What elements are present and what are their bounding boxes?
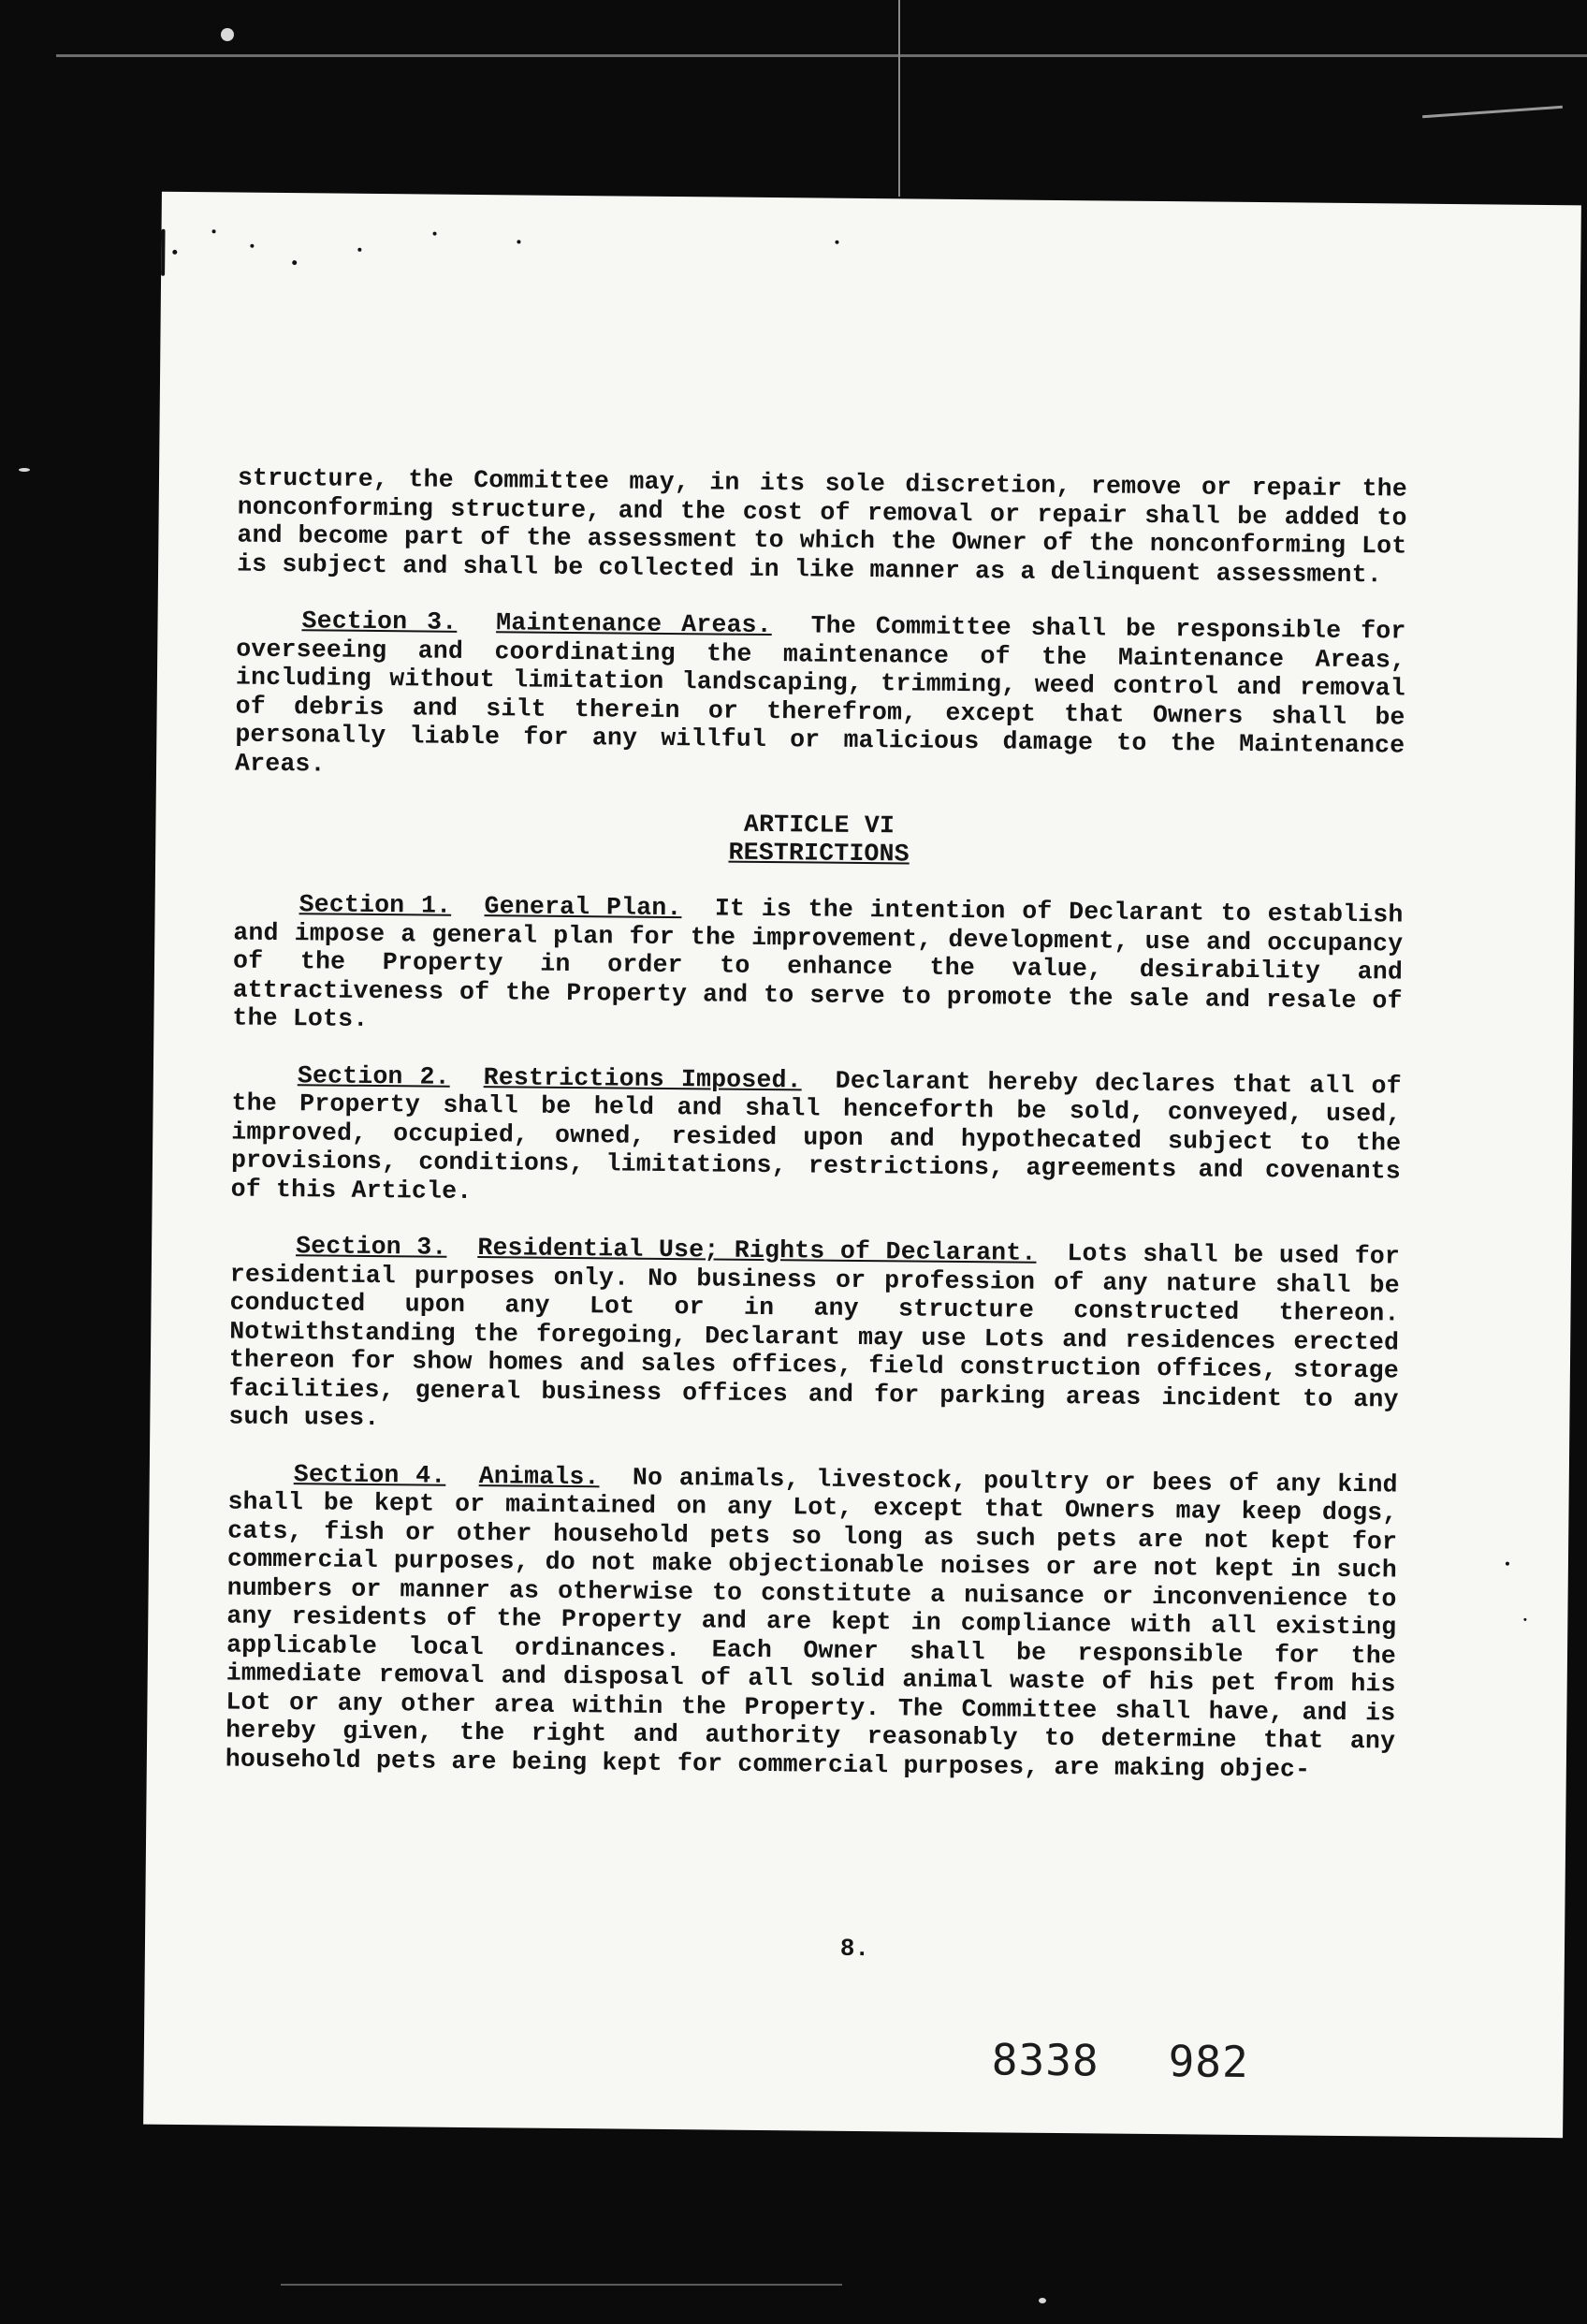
section-animals <box>226 1459 1398 1784</box>
scan-scratch <box>56 54 1587 57</box>
section-body: Lots shall be used for residential purposes only. No business or profession of any nature shall be conducted upon any Lot or in any structure constructed thereon. Notwithstanding the foregoing, Declarant may use Lots and residences erected thereon for show homes and sales offices, field construction offices, storage facilities, general business offices and for parking areas incident to any such uses. <box>228 1239 1401 1433</box>
page-speck <box>250 244 254 248</box>
scan-scratch <box>1422 106 1563 118</box>
scan-speck <box>1039 2298 1046 2303</box>
section-number: Section 3. <box>295 1232 447 1262</box>
scan-scratch <box>898 0 900 197</box>
intro-paragraph: structure, the Committee may, in its sole discretion, remove or repair the nonconforming structure, and the cost of removal or repair shall be added to and become part of the assessment to which the Owner of the nonconforming Lot is subject and shall be collected in like manner as a delinquent assessment. <box>236 463 1408 589</box>
scan-scratch <box>281 2284 842 2286</box>
section-heading: Restrictions Imposed. <box>483 1062 802 1094</box>
page-speck <box>1506 1562 1509 1566</box>
section-heading: General Plan. <box>484 892 682 923</box>
page-number: 8. <box>839 1934 870 1964</box>
page-speck <box>161 229 165 276</box>
section-body: It is the intention of Declarant to establish and impose a general plan for the improvement, development, use and occupancy of the Property in order to enhance the value, desirability and attractiveness of the Property and to serve to promote the sale and resale of the Lots. <box>232 894 1404 1033</box>
section-number: Section 2. <box>297 1060 450 1091</box>
page-speck <box>357 248 361 252</box>
section-residential-use <box>228 1232 1400 1442</box>
document-body <box>226 464 1407 1785</box>
scan-speck <box>19 468 30 472</box>
recording-stamp <box>992 2034 1249 2087</box>
section-body: No animals, livestock, poultry or bees of any kind shall be kept or maintained on any Lot, except that Owners may keep dogs, cats, fish or other household pets so long as such pets are not kept for commercial purposes, do not make objectionable noises or are not kept in such numbers or manner as otherwise to constitute a nuisance or inconvenience to any residents of the Property and are kept in compliance with all existing applicable local ordinances. Each Owner shall be responsible for the immediate removal and disposal of all solid animal waste of his pet from his Lot or any other area within the Property. The Committee shall have, and is hereby given, the right and authority reasonably to determine that any household pets are being kept for commercial purposes, are making objec- <box>225 1463 1398 1784</box>
page-speck <box>1523 1618 1526 1621</box>
section-heading: Residential Use; Rights of Declarant. <box>477 1234 1037 1267</box>
stamp-page-number: 982 <box>1168 2036 1249 2088</box>
page-speck <box>212 229 216 233</box>
page-speck <box>172 250 177 255</box>
section-number: Section 1. <box>298 890 452 920</box>
section-number: Section 3. <box>301 607 458 636</box>
section-general-plan <box>232 890 1403 1044</box>
page-speck <box>517 240 520 243</box>
section-body: Declarant hereby declares that all of the Property shall be held and shall henceforth be sold, conveyed, used, improved, occupied, owned, resided upon and hypothecated subject to the provisions, conditions, limitations, restrictions, agreements and covenants of this Article. <box>230 1066 1402 1206</box>
page-speck <box>835 241 838 244</box>
article-title: RESTRICTIONS <box>728 838 910 869</box>
section-number: Section 4. <box>293 1459 446 1490</box>
section-restrictions-imposed <box>231 1060 1402 1214</box>
section-body: The Committee shall be responsible for overseeing and coordinating the maintenance of the Maintenance Areas, including without limitation landscaping, trimming, weed control and removal of debris and silt therein or therefrom, except that Owners shall be personally liable for any willful or malicious damage to the Maintenance Areas. <box>234 611 1406 778</box>
article-heading <box>234 806 1405 873</box>
scan-speck <box>221 28 234 41</box>
section-maintenance-areas <box>235 607 1406 789</box>
page-speck <box>433 232 437 236</box>
section-heading: Animals. <box>478 1461 600 1491</box>
document-page <box>143 192 1581 2138</box>
page-speck <box>292 260 297 265</box>
article-label: ARTICLE VI <box>743 810 895 840</box>
stamp-book-number: 8338 <box>991 2034 1099 2086</box>
section-heading: Maintenance Areas. <box>496 608 772 640</box>
